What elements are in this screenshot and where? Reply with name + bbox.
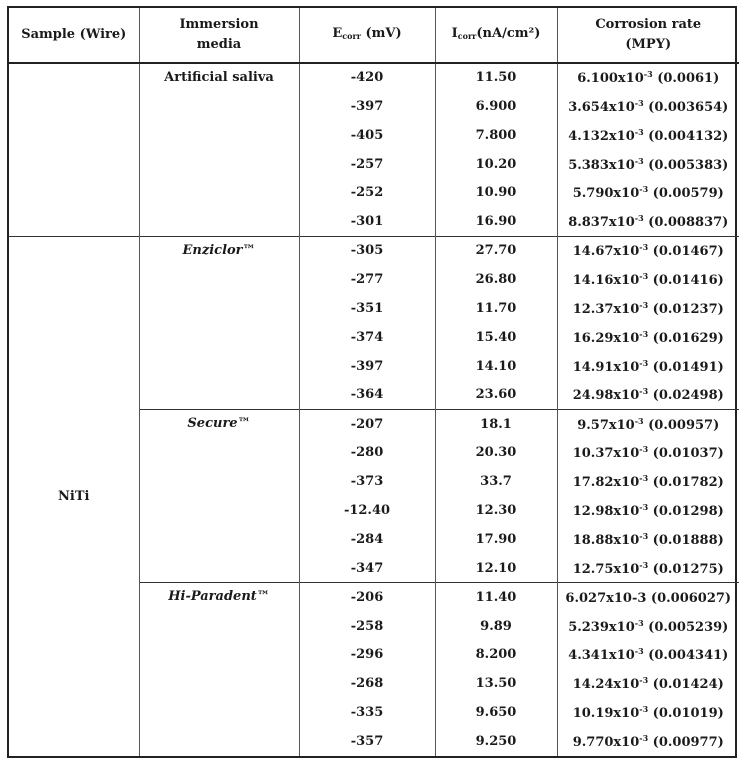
rate-exponent: -3: [634, 415, 644, 426]
rate-exponent: -3: [639, 473, 649, 484]
icorr-cell: 9.250: [435, 727, 557, 756]
icorr-cell: 6.900: [435, 92, 557, 121]
rate-base: 14.91x10: [572, 359, 640, 375]
icorr-cell: 26.80: [435, 265, 557, 294]
header-sample: Sample (Wire): [9, 8, 139, 63]
ecorr-cell: -12.40: [299, 496, 435, 525]
header-ecorr-unit: (mV): [360, 26, 402, 41]
header-row: [9, 8, 739, 63]
header-rate: [557, 8, 739, 63]
ecorr-cell: -420: [299, 63, 435, 92]
rate-exponent: -3: [634, 617, 644, 628]
corrosion-rate-cell: [557, 467, 739, 496]
header-media-line2: media: [196, 37, 242, 52]
header-media-line1: Immersion: [179, 17, 259, 32]
rate-exponent: -3: [639, 328, 649, 339]
icorr-cell: 14.10: [435, 352, 557, 381]
rate-base: 8.837x10: [568, 215, 635, 231]
rate-exponent: -3: [639, 357, 649, 368]
media-cell: Hi-Paradent™: [139, 583, 299, 756]
corrosion-rate-cell: [557, 410, 739, 439]
rate-exponent: -3: [639, 184, 649, 195]
corrosion-rate-cell: [557, 150, 739, 179]
header-rate-line2: (MPY): [625, 37, 672, 52]
corrosion-rate-cell: [557, 352, 739, 381]
ecorr-cell: -357: [299, 727, 435, 756]
rate-exponent: -3: [639, 704, 649, 715]
rate-base: 12.98x10: [572, 504, 640, 520]
rate-decimal: (0.01491): [648, 359, 724, 375]
rate-exponent: -3: [639, 444, 649, 455]
rate-decimal: (0.0061): [652, 71, 720, 87]
corrosion-rate-cell: [557, 525, 739, 554]
sample-cell-empty: [9, 63, 139, 236]
rate-base: 14.67x10: [572, 244, 640, 260]
icorr-cell: 7.800: [435, 121, 557, 150]
rate-base: 9.770x10: [572, 735, 640, 751]
ecorr-cell: -397: [299, 92, 435, 121]
rate-exponent: -3: [634, 97, 644, 108]
rate-exponent: -3: [639, 242, 649, 253]
header-ecorr-sub: corr: [342, 31, 361, 41]
rate-decimal: (0.01467): [648, 244, 724, 260]
ecorr-cell: -305: [299, 236, 435, 265]
icorr-cell: 33.7: [435, 467, 557, 496]
rate-base: 12.37x10: [572, 301, 640, 317]
rate-exponent: -3: [639, 299, 649, 310]
rate-decimal: (0.00977): [648, 735, 724, 751]
corrosion-rate-cell: [557, 63, 739, 92]
icorr-cell: 13.50: [435, 669, 557, 698]
icorr-cell: 18.1: [435, 410, 557, 439]
rate-base: 9.57x10: [577, 417, 635, 433]
rate-decimal: (0.01237): [648, 301, 724, 317]
rate-decimal: (0.01037): [648, 446, 724, 462]
icorr-cell: 11.40: [435, 583, 557, 612]
rate-exponent: -3: [634, 155, 644, 166]
table-body: [9, 63, 739, 756]
rate-base: 3.654x10: [568, 99, 635, 115]
icorr-cell: 12.10: [435, 554, 557, 583]
rate-decimal: (0.01275): [648, 561, 724, 577]
rate-base: 6.100x10: [577, 71, 644, 87]
ecorr-cell: -277: [299, 265, 435, 294]
table-row: [9, 63, 739, 92]
rate-base: 14.24x10: [572, 677, 640, 693]
corrosion-rate-cell: [557, 294, 739, 323]
corrosion-rate-cell: [557, 612, 739, 641]
rate-exponent: -3: [639, 502, 649, 513]
corrosion-rate-cell: [557, 641, 739, 670]
header-ecorr: [299, 8, 435, 63]
header-icorr-main: I: [451, 26, 458, 41]
rate-decimal: (0.01019): [648, 706, 724, 722]
corrosion-rate-cell: [557, 381, 739, 410]
icorr-cell: 10.20: [435, 150, 557, 179]
corrosion-rate-cell: [557, 236, 739, 265]
ecorr-cell: -206: [299, 583, 435, 612]
header-icorr-sub: corr: [457, 31, 477, 41]
icorr-cell: 8.200: [435, 641, 557, 670]
rate-decimal: (0.005239): [643, 619, 729, 635]
ecorr-cell: -364: [299, 381, 435, 410]
icorr-cell: 12.30: [435, 496, 557, 525]
ecorr-cell: -284: [299, 525, 435, 554]
icorr-cell: 9.89: [435, 612, 557, 641]
rate-decimal: (0.006027): [646, 590, 732, 606]
icorr-cell: 17.90: [435, 525, 557, 554]
corrosion-rate-cell: [557, 265, 739, 294]
rate-decimal: (0.004341): [643, 648, 729, 664]
corrosion-rate-cell: [557, 179, 739, 208]
ecorr-cell: -258: [299, 612, 435, 641]
icorr-cell: 20.30: [435, 438, 557, 467]
ecorr-cell: -268: [299, 669, 435, 698]
rate-decimal: (0.02498): [648, 388, 724, 404]
ecorr-cell: -397: [299, 352, 435, 381]
ecorr-cell: -207: [299, 410, 435, 439]
icorr-cell: 10.90: [435, 179, 557, 208]
icorr-cell: 11.50: [435, 63, 557, 92]
rate-base: 24.98x10: [572, 388, 640, 404]
rate-base: 18.88x10: [572, 532, 640, 548]
rate-decimal: (0.004132): [643, 128, 729, 144]
rate-decimal: (0.005383): [643, 157, 729, 173]
header-rate-line1: Corrosion rate: [595, 17, 702, 32]
icorr-cell: 9.650: [435, 698, 557, 727]
rate-decimal: (0.01888): [648, 532, 724, 548]
rate-exponent: -3: [639, 386, 649, 397]
ecorr-cell: -351: [299, 294, 435, 323]
rate-decimal: (0.003654): [643, 99, 729, 115]
media-cell: Enziclor™: [139, 236, 299, 409]
icorr-cell: 27.70: [435, 236, 557, 265]
rate-base: 5.239x10: [568, 619, 635, 635]
corrosion-rate-cell: [557, 121, 739, 150]
rate-decimal: (0.00579): [648, 186, 724, 202]
rate-base: 10.37x10: [572, 446, 640, 462]
ecorr-cell: -335: [299, 698, 435, 727]
corrosion-rate-cell: [557, 438, 739, 467]
ecorr-cell: -373: [299, 467, 435, 496]
rate-base: 14.16x10: [572, 273, 640, 289]
corrosion-rate-cell: [557, 554, 739, 583]
icorr-cell: 23.60: [435, 381, 557, 410]
corrosion-rate-cell: [557, 727, 739, 756]
rate-decimal: (0.01782): [648, 475, 724, 491]
corrosion-rate-cell: [557, 92, 739, 121]
rate-exponent: -3: [639, 271, 649, 282]
rate-base: 5.383x10: [568, 157, 635, 173]
rate-base: 17.82x10: [572, 475, 640, 491]
ecorr-cell: -301: [299, 207, 435, 236]
rate-decimal: (0.008837): [643, 215, 729, 231]
rate-exponent: -3: [639, 675, 649, 686]
table-row: [9, 236, 739, 265]
icorr-cell: 11.70: [435, 294, 557, 323]
rate-base: 16.29x10: [572, 330, 640, 346]
rate-base: 5.790x10: [572, 186, 640, 202]
ecorr-cell: -280: [299, 438, 435, 467]
rate-decimal: (0.00957): [643, 417, 720, 433]
ecorr-cell: -405: [299, 121, 435, 150]
icorr-cell: 15.40: [435, 323, 557, 352]
rate-base: 4.341x10: [568, 648, 635, 664]
sample-cell: NiTi: [9, 236, 139, 756]
rate-decimal: (0.01298): [648, 504, 724, 520]
rate-exponent: -3: [634, 646, 644, 657]
ecorr-cell: -374: [299, 323, 435, 352]
rate-exponent: -3: [634, 126, 644, 137]
corrosion-table: [9, 8, 739, 756]
icorr-cell: 16.90: [435, 207, 557, 236]
corrosion-rate-cell: [557, 496, 739, 525]
corrosion-rate-cell: [557, 698, 739, 727]
rate-base: 4.132x10: [568, 128, 635, 144]
ecorr-cell: -296: [299, 641, 435, 670]
corrosion-rate-cell: [557, 323, 739, 352]
corrosion-rate-cell: [557, 207, 739, 236]
corrosion-table-frame: [7, 6, 737, 758]
rate-base: 6.027x10-3: [565, 590, 647, 606]
rate-exponent: -3: [634, 213, 644, 224]
ecorr-cell: -347: [299, 554, 435, 583]
rate-exponent: -3: [643, 69, 653, 80]
rate-base: 12.75x10: [572, 561, 640, 577]
ecorr-cell: -252: [299, 179, 435, 208]
header-icorr-unit: (nA/cm²): [476, 26, 541, 41]
header-media: [139, 8, 299, 63]
corrosion-rate-cell: [557, 583, 739, 612]
rate-base: 10.19x10: [572, 706, 640, 722]
rate-exponent: -3: [639, 530, 649, 541]
media-cell: Secure™: [139, 410, 299, 583]
rate-decimal: (0.01424): [648, 677, 724, 693]
ecorr-cell: -257: [299, 150, 435, 179]
header-ecorr-main: E: [332, 26, 343, 41]
corrosion-rate-cell: [557, 669, 739, 698]
rate-exponent: -3: [639, 733, 649, 744]
header-icorr: [435, 8, 557, 63]
rate-decimal: (0.01416): [648, 273, 724, 289]
rate-decimal: (0.01629): [648, 330, 724, 346]
rate-exponent: -3: [639, 559, 649, 570]
media-cell: Artificial saliva: [139, 63, 299, 236]
